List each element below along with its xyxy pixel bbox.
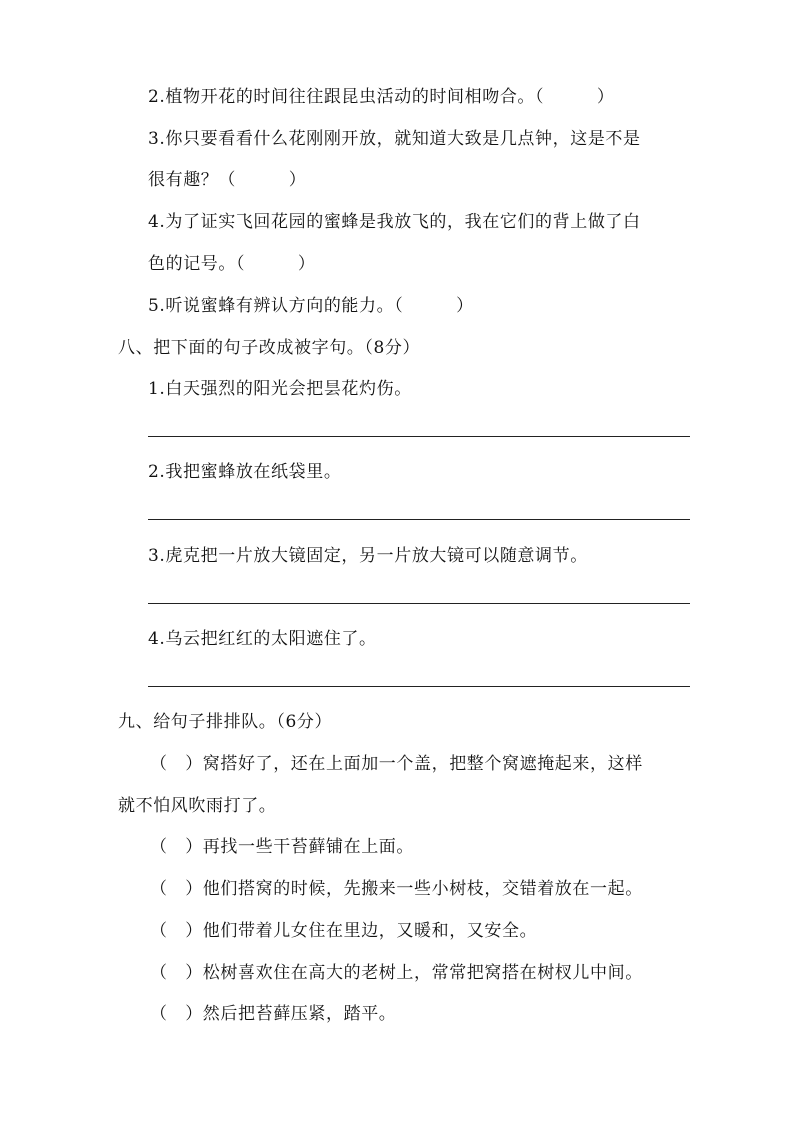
question-8-4: 4.乌云把红红的太阳遮住了。: [148, 629, 377, 649]
answer-line-8-4[interactable]: [148, 686, 690, 687]
sentence-9-6: （ ）然后把苔藓压紧，踏平。: [150, 1004, 397, 1024]
question-7-3-line2: 很有趣？（ ）: [148, 170, 307, 190]
answer-line-8-3[interactable]: [148, 603, 690, 604]
question-8-1: 1.白天强烈的阳光会把昙花灼伤。: [148, 379, 412, 399]
question-7-3-line1: 3.你只要看看什么花刚刚开放，就知道大致是几点钟，这是不是: [148, 129, 641, 149]
question-7-4-line2: 色的记号。（ ）: [148, 254, 316, 274]
question-8-2: 2.我把蜜蜂放在纸袋里。: [148, 462, 342, 482]
sentence-9-1-line2: 就不怕风吹雨打了。: [118, 796, 277, 816]
sentence-9-3: （ ）他们搭窝的时候，先搬来一些小树枝，交错着放在一起。: [150, 879, 643, 899]
question-7-4-line1: 4.为了证实飞回花园的蜜蜂是我放飞的，我在它们的背上做了白: [148, 212, 641, 232]
sentence-9-4: （ ）他们带着儿女住在里边，又暖和，又安全。: [150, 921, 538, 941]
question-7-5: 5.听说蜜蜂有辨认方向的能力。（ ）: [148, 296, 474, 316]
sentence-9-2: （ ）再找一些干苔藓铺在上面。: [150, 837, 414, 857]
sentence-9-1-line1: （ ）窝搭好了，还在上面加一个盖，把整个窝遮掩起来，这样: [150, 754, 643, 774]
answer-line-8-1[interactable]: [148, 436, 690, 437]
section-8-heading: 八、把下面的句子改成被字句。（8分）: [118, 338, 421, 358]
question-8-3: 3.虎克把一片放大镜固定，另一片放大镜可以随意调节。: [148, 546, 588, 566]
sentence-9-5: （ ）松树喜欢住在高大的老树上，常常把窝搭在树杈儿中间。: [150, 963, 643, 983]
question-7-2: 2.植物开花的时间往往跟昆虫活动的时间相吻合。（ ）: [148, 87, 615, 107]
answer-line-8-2[interactable]: [148, 519, 690, 520]
section-9-heading: 九、给句子排排队。（6分）: [118, 712, 333, 732]
